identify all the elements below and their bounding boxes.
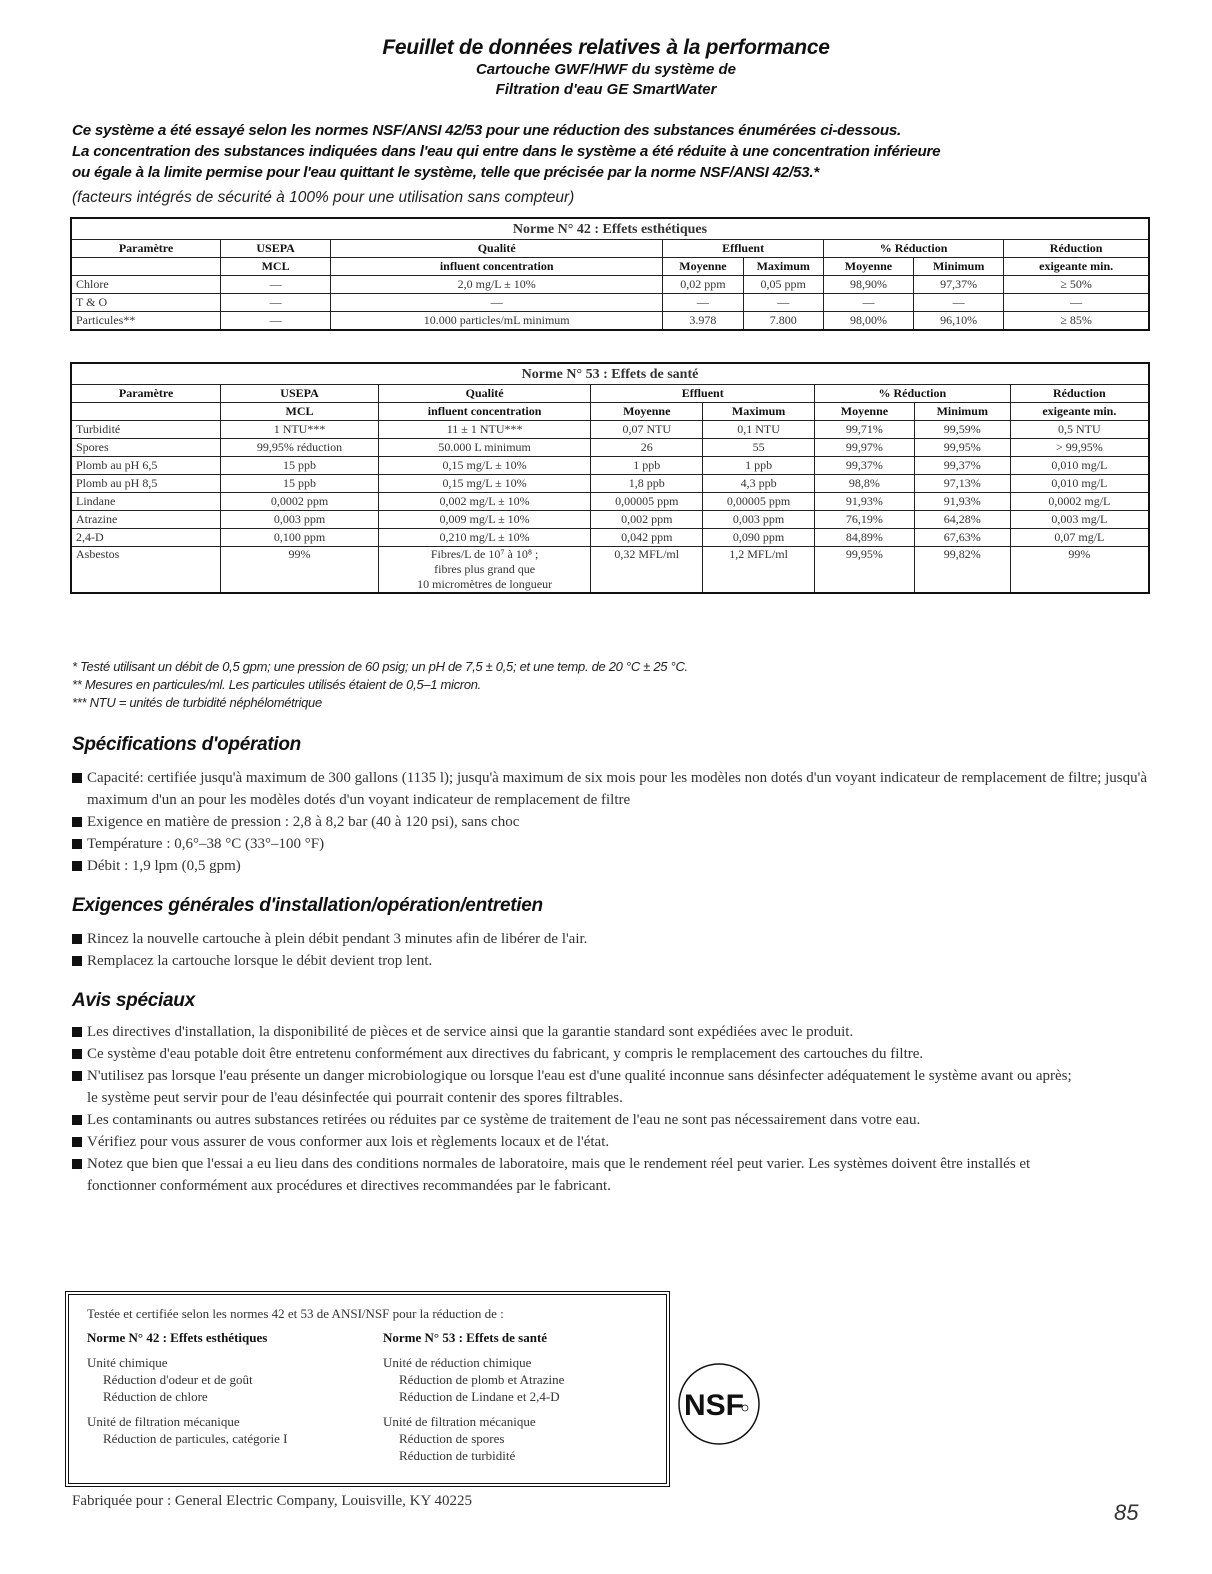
list-item	[72, 1043, 1072, 1065]
col-moyenne: Moyenne	[591, 403, 703, 421]
bullet-square-icon	[72, 1115, 82, 1125]
avis-list	[72, 1021, 1072, 1197]
table-cell: 99,95% réduction	[221, 439, 379, 457]
table-cell: —	[221, 294, 331, 312]
col-param: Paramètre	[71, 385, 221, 403]
table-cell: 1 ppb	[703, 457, 815, 475]
cert-53-item: Réduction de turbidité	[399, 1448, 516, 1463]
table-cell: Atrazine	[71, 511, 221, 529]
table-row	[71, 276, 1149, 294]
table-row	[71, 421, 1149, 439]
list-item	[72, 1109, 1072, 1131]
table-cell: 0,0002 ppm	[221, 493, 379, 511]
col-influent: influent concentration	[331, 258, 663, 276]
col-exigeante: exigeante min.	[1004, 258, 1149, 276]
table-cell: ≥ 85%	[1004, 312, 1149, 331]
table-cell: 98,8%	[815, 475, 915, 493]
table-cell: 0,07 NTU	[591, 421, 703, 439]
list-item-text: Rincez la nouvelle cartouche à plein débit pendant 3 minutes afin de libérer de l'air.	[87, 931, 588, 947]
cert-53-group-1: Unité de réduction chimique	[383, 1355, 532, 1370]
table-cell: 97,13%	[914, 475, 1010, 493]
table-cell: 1 ppb	[591, 457, 703, 475]
table-cell: 0,15 mg/L ± 10%	[378, 475, 591, 493]
table-cell: 91,93%	[914, 493, 1010, 511]
list-item-text: Température : 0,6°–38 °C (33°–100 °F)	[87, 836, 325, 852]
cell-asbestos-mcl: 99%	[221, 547, 379, 594]
table-cell: 2,0 mg/L ± 10%	[331, 276, 663, 294]
col-exigeante: exigeante min.	[1010, 403, 1149, 421]
table-cell: 99,71%	[815, 421, 915, 439]
col-influent: influent concentration	[378, 403, 591, 421]
list-item	[72, 811, 1152, 833]
list-item-text: Exigence en matière de pression : 2,8 à 8,2 bar (40 à 120 psi), sans choc	[87, 814, 520, 830]
bullet-square-icon	[72, 1049, 82, 1059]
bullet-square-icon	[72, 1027, 82, 1037]
table-cell: 0,003 ppm	[703, 511, 815, 529]
install-list	[72, 928, 1152, 972]
table-cell: 0,002 mg/L ± 10%	[378, 493, 591, 511]
table-row-asbestos	[71, 547, 1149, 594]
asbestos-influent-line-2: fibres plus grand que	[434, 562, 536, 576]
table-cell: 0,05 ppm	[743, 276, 823, 294]
table-cell: 0,210 mg/L ± 10%	[378, 529, 591, 547]
cert-42-item: Réduction d'odeur et de goût	[103, 1372, 253, 1387]
cell-asbestos-red-minimum: 99,82%	[914, 547, 1010, 594]
table-cell: 7.800	[743, 312, 823, 331]
table-cell: 3.978	[663, 312, 743, 331]
table-cell: 99,97%	[815, 439, 915, 457]
table-cell: —	[743, 294, 823, 312]
table-53-body	[71, 421, 1149, 547]
certification-box	[68, 1294, 667, 1484]
table-cell: 0,15 mg/L ± 10%	[378, 457, 591, 475]
table-row	[71, 457, 1149, 475]
table-row	[71, 493, 1149, 511]
table-cell: 0,010 mg/L	[1010, 475, 1149, 493]
table-cell: Plomb au pH 8,5	[71, 475, 221, 493]
page-number: 85	[1114, 1500, 1139, 1525]
col-mcl: MCL	[221, 403, 379, 421]
table-cell: 99,59%	[914, 421, 1010, 439]
col-usepa: USEPA	[221, 385, 379, 403]
table-cell: 0,0002 mg/L	[1010, 493, 1149, 511]
cert-42-group-2: Unité de filtration mécanique	[87, 1414, 240, 1429]
table-cell: 0,009 mg/L ± 10%	[378, 511, 591, 529]
intro-line-2: La concentration des substances indiquées dans l'eau qui entre dans le système a été réduite à une concentration inférieure	[72, 143, 941, 160]
col-reduction-pct: % Réduction	[823, 240, 1003, 258]
page-header	[0, 36, 1212, 100]
table-42-caption: Norme N° 42 : Effets esthétiques	[71, 218, 1149, 240]
col-minimum: Minimum	[914, 258, 1004, 276]
page-subtitle-2: Filtration d'eau GE SmartWater	[495, 81, 717, 98]
table-cell: 26	[591, 439, 703, 457]
bullet-square-icon	[72, 1071, 82, 1081]
table-cell: 84,89%	[815, 529, 915, 547]
col-mcl: MCL	[221, 258, 331, 276]
list-item-text: Les directives d'installation, la disponibilité de pièces et de service ainsi que la garantie standard sont expédiées avec le produit.	[87, 1024, 854, 1040]
table-norme-42	[70, 217, 1150, 331]
cert-53-item: Réduction de Lindane et 2,4-D	[399, 1389, 560, 1404]
table-cell: Plomb au pH 6,5	[71, 457, 221, 475]
table-cell: 99,37%	[914, 457, 1010, 475]
cert-53-item: Réduction de plomb et Atrazine	[399, 1372, 565, 1387]
intro-line-1: Ce système a été essayé selon les normes NSF/ANSI 42/53 pour une réduction des substances énumérées ci-dessous.	[72, 122, 902, 139]
table-cell: Chlore	[71, 276, 221, 294]
specs-heading: Spécifications d'opération	[72, 734, 301, 755]
table-cell: 0,07 mg/L	[1010, 529, 1149, 547]
list-item	[72, 1065, 1072, 1109]
footnote-3: *** NTU = unités de turbidité néphélométrique	[72, 695, 322, 710]
table-cell: 50.000 L minimum	[378, 439, 591, 457]
specs-list	[72, 767, 1152, 877]
col-reduction: Réduction	[1010, 385, 1149, 403]
cert-col-53	[383, 1329, 564, 1464]
cell-asbestos-maximum: 1,2 MFL/ml	[703, 547, 815, 594]
table-cell: 67,63%	[914, 529, 1010, 547]
table-cell: —	[221, 276, 331, 294]
table-cell: 0,02 ppm	[663, 276, 743, 294]
intro-line-3: ou égale à la limite permise pour l'eau quittant le système, telle que précisée par la norme NSF/ANSI 42/53.*	[72, 164, 819, 181]
list-item	[72, 928, 1152, 950]
table-header-row	[71, 403, 1149, 421]
list-item-text: N'utilisez pas lorsque l'eau présente un danger microbiologique ou lorsque l'eau est d'une qualité inconnue sans désinfecter adéquatement le système avant ou après; le système peut servir pour de l'eau désinfectée qui pourrait contenir des spores filtrables.	[87, 1068, 1072, 1106]
table-cell: 15 ppb	[221, 475, 379, 493]
col-minimum: Minimum	[914, 403, 1010, 421]
list-item-text: Remplacez la cartouche lorsque le débit devient trop lent.	[87, 953, 433, 969]
page-title: Feuillet de données relatives à la performance	[382, 36, 830, 59]
table-cell: —	[823, 294, 913, 312]
table-cell: —	[221, 312, 331, 331]
table-cell: 98,00%	[823, 312, 913, 331]
table-cell: 96,10%	[914, 312, 1004, 331]
table-cell: 55	[703, 439, 815, 457]
install-heading: Exigences générales d'installation/opération/entretien	[72, 895, 543, 916]
list-item	[72, 855, 1152, 877]
avis-heading: Avis spéciaux	[72, 990, 195, 1011]
table-row	[71, 475, 1149, 493]
list-item-text: Capacité: certifiée jusqu'à maximum de 300 gallons (1135 l); jusqu'à maximum de six mois pour les modèles non dotés d'un voyant indicateur de remplacement de filtre; jusqu'à maximum d'un an pour les modèles dotés d'un voyant indicateur de remplacement de filtre	[87, 770, 1147, 808]
table-cell: ≥ 50%	[1004, 276, 1149, 294]
col-maximum: Maximum	[703, 403, 815, 421]
table-cell: 0,003 mg/L	[1010, 511, 1149, 529]
list-item	[72, 767, 1152, 811]
table-cell: 15 ppb	[221, 457, 379, 475]
table-cell: 98,90%	[823, 276, 913, 294]
table-cell: —	[1004, 294, 1149, 312]
table-cell: Lindane	[71, 493, 221, 511]
table-cell: 0,1 NTU	[703, 421, 815, 439]
table-cell: 76,19%	[815, 511, 915, 529]
table-cell: 4,3 ppb	[703, 475, 815, 493]
table-cell: 0,00005 ppm	[703, 493, 815, 511]
col-maximum: Maximum	[743, 258, 823, 276]
list-item-text: Débit : 1,9 lpm (0,5 gpm)	[87, 858, 241, 874]
table-cell: 0,00005 ppm	[591, 493, 703, 511]
cell-asbestos-moyenne: 0,32 MFL/ml	[591, 547, 703, 594]
table-42-body	[71, 276, 1149, 331]
col-reduction-pct: % Réduction	[815, 385, 1011, 403]
bullet-square-icon	[72, 839, 82, 849]
table-cell: 10.000 particles/mL minimum	[331, 312, 663, 331]
footnotes	[72, 658, 688, 712]
table-cell: Spores	[71, 439, 221, 457]
col-moyenne: Moyenne	[815, 403, 915, 421]
cert-53-group-2: Unité de filtration mécanique	[383, 1414, 536, 1429]
table-cell: Particules**	[71, 312, 221, 331]
table-cell: —	[663, 294, 743, 312]
nsf-logo-icon	[676, 1361, 762, 1447]
bullet-square-icon	[72, 956, 82, 966]
table-cell: 99,37%	[815, 457, 915, 475]
col-usepa: USEPA	[221, 240, 331, 258]
table-row	[71, 439, 1149, 457]
col-effluent: Effluent	[591, 385, 815, 403]
cert-53-item: Réduction de spores	[399, 1431, 505, 1446]
table-53-caption: Norme N° 53 : Effets de santé	[71, 363, 1149, 385]
manufacturer-line: Fabriquée pour : General Electric Company, Louisville, KY 40225	[72, 1493, 473, 1509]
col-moyenne: Moyenne	[823, 258, 913, 276]
table-row	[71, 294, 1149, 312]
cert-col-42	[87, 1329, 287, 1447]
list-item-text: Vérifiez pour vous assurer de vous conformer aux lois et règlements locaux et de l'état.	[87, 1134, 610, 1150]
col-effluent: Effluent	[663, 240, 824, 258]
list-item	[72, 833, 1152, 855]
table-cell: —	[331, 294, 663, 312]
table-cell: 2,4-D	[71, 529, 221, 547]
col-qualite: Qualité	[331, 240, 663, 258]
list-item-text: Ce système d'eau potable doit être entretenu conformément aux directives du fabricant, y compris le remplacement des cartouches du filtre.	[87, 1046, 924, 1062]
col-qualite: Qualité	[378, 385, 591, 403]
cert-42-item: Réduction de particules, catégorie I	[103, 1431, 288, 1446]
table-cell: 1,8 ppb	[591, 475, 703, 493]
page-subtitle-1: Cartouche GWF/HWF du système de	[475, 61, 737, 78]
footnote-2: ** Mesures en particules/ml. Les particules utilisés étaient de 0,5–1 micron.	[72, 677, 481, 692]
col-reduction: Réduction	[1004, 240, 1149, 258]
table-row	[71, 511, 1149, 529]
table-cell: 0,010 mg/L	[1010, 457, 1149, 475]
nsf-logo-text: NSF	[684, 1389, 744, 1422]
table-norme-53	[70, 362, 1150, 594]
col-moyenne: Moyenne	[663, 258, 743, 276]
table-cell: 0,002 ppm	[591, 511, 703, 529]
table-cell: 1 NTU***	[221, 421, 379, 439]
table-cell: 91,93%	[815, 493, 915, 511]
bullet-square-icon	[72, 1159, 82, 1169]
cert-42-group-1: Unité chimique	[87, 1355, 168, 1370]
intro-note: (facteurs intégrés de sécurité à 100% pour une utilisation sans compteur)	[72, 189, 575, 206]
bullet-square-icon	[72, 773, 82, 783]
table-cell: —	[914, 294, 1004, 312]
table-cell: > 99,95%	[1010, 439, 1149, 457]
table-cell: 0,042 ppm	[591, 529, 703, 547]
bullet-square-icon	[72, 1137, 82, 1147]
table-row	[71, 312, 1149, 331]
table-cell: 0,100 ppm	[221, 529, 379, 547]
cert-42-title: Norme N° 42 : Effets esthétiques	[87, 1330, 268, 1345]
table-cell: 0,090 ppm	[703, 529, 815, 547]
list-item	[72, 1131, 1072, 1153]
cert-intro: Testée et certifiée selon les normes 42 et 53 de ANSI/NSF pour la réduction de :	[87, 1306, 504, 1321]
bullet-square-icon	[72, 934, 82, 944]
table-cell: T & O	[71, 294, 221, 312]
bullet-square-icon	[72, 861, 82, 871]
table-cell: 99,95%	[914, 439, 1010, 457]
cert-42-item: Réduction de chlore	[103, 1389, 208, 1404]
footnote-1: * Testé utilisant un débit de 0,5 gpm; une pression de 60 psig; un pH de 7,5 ± 0,5; et une temp. de 20 °C ± 25 °C.	[72, 659, 688, 674]
list-item	[72, 950, 1152, 972]
intro-paragraph	[72, 120, 1152, 183]
col-param: Paramètre	[71, 240, 221, 258]
cell-asbestos-exigeante: 99%	[1010, 547, 1149, 594]
cell-asbestos-influent	[378, 547, 591, 594]
table-cell: 97,37%	[914, 276, 1004, 294]
table-row	[71, 529, 1149, 547]
table-cell: 64,28%	[914, 511, 1010, 529]
list-item-text: Notez que bien que l'essai a eu lieu dans des conditions normales de laboratoire, mais que le rendement réel peut varier. Les systèmes doivent être installés et fonctionner conformément aux procédures et directives recommandées par le fabricant.	[87, 1156, 1031, 1194]
table-cell: Turbidité	[71, 421, 221, 439]
cell-asbestos-param: Asbestos	[71, 547, 221, 594]
list-item-text: Les contaminants ou autres substances retirées ou réduites par ce système de traitement de l'eau ne sont pas nécessairement dans votre eau.	[87, 1112, 921, 1128]
table-header-row	[71, 258, 1149, 276]
cert-53-title: Norme N° 53 : Effets de santé	[383, 1330, 548, 1345]
list-item	[72, 1021, 1072, 1043]
bullet-square-icon	[72, 817, 82, 827]
cell-asbestos-red-moyenne: 99,95%	[815, 547, 915, 594]
list-item	[72, 1153, 1072, 1197]
asbestos-influent-line-1: Fibres/L de 10⁷ à 10⁸ ;	[430, 547, 539, 561]
table-cell: 0,5 NTU	[1010, 421, 1149, 439]
table-cell: 0,003 ppm	[221, 511, 379, 529]
table-header-row	[71, 240, 1149, 258]
table-cell: 11 ± 1 NTU***	[378, 421, 591, 439]
table-header-row	[71, 385, 1149, 403]
asbestos-influent-line-3: 10 micromètres de longueur	[417, 577, 553, 591]
